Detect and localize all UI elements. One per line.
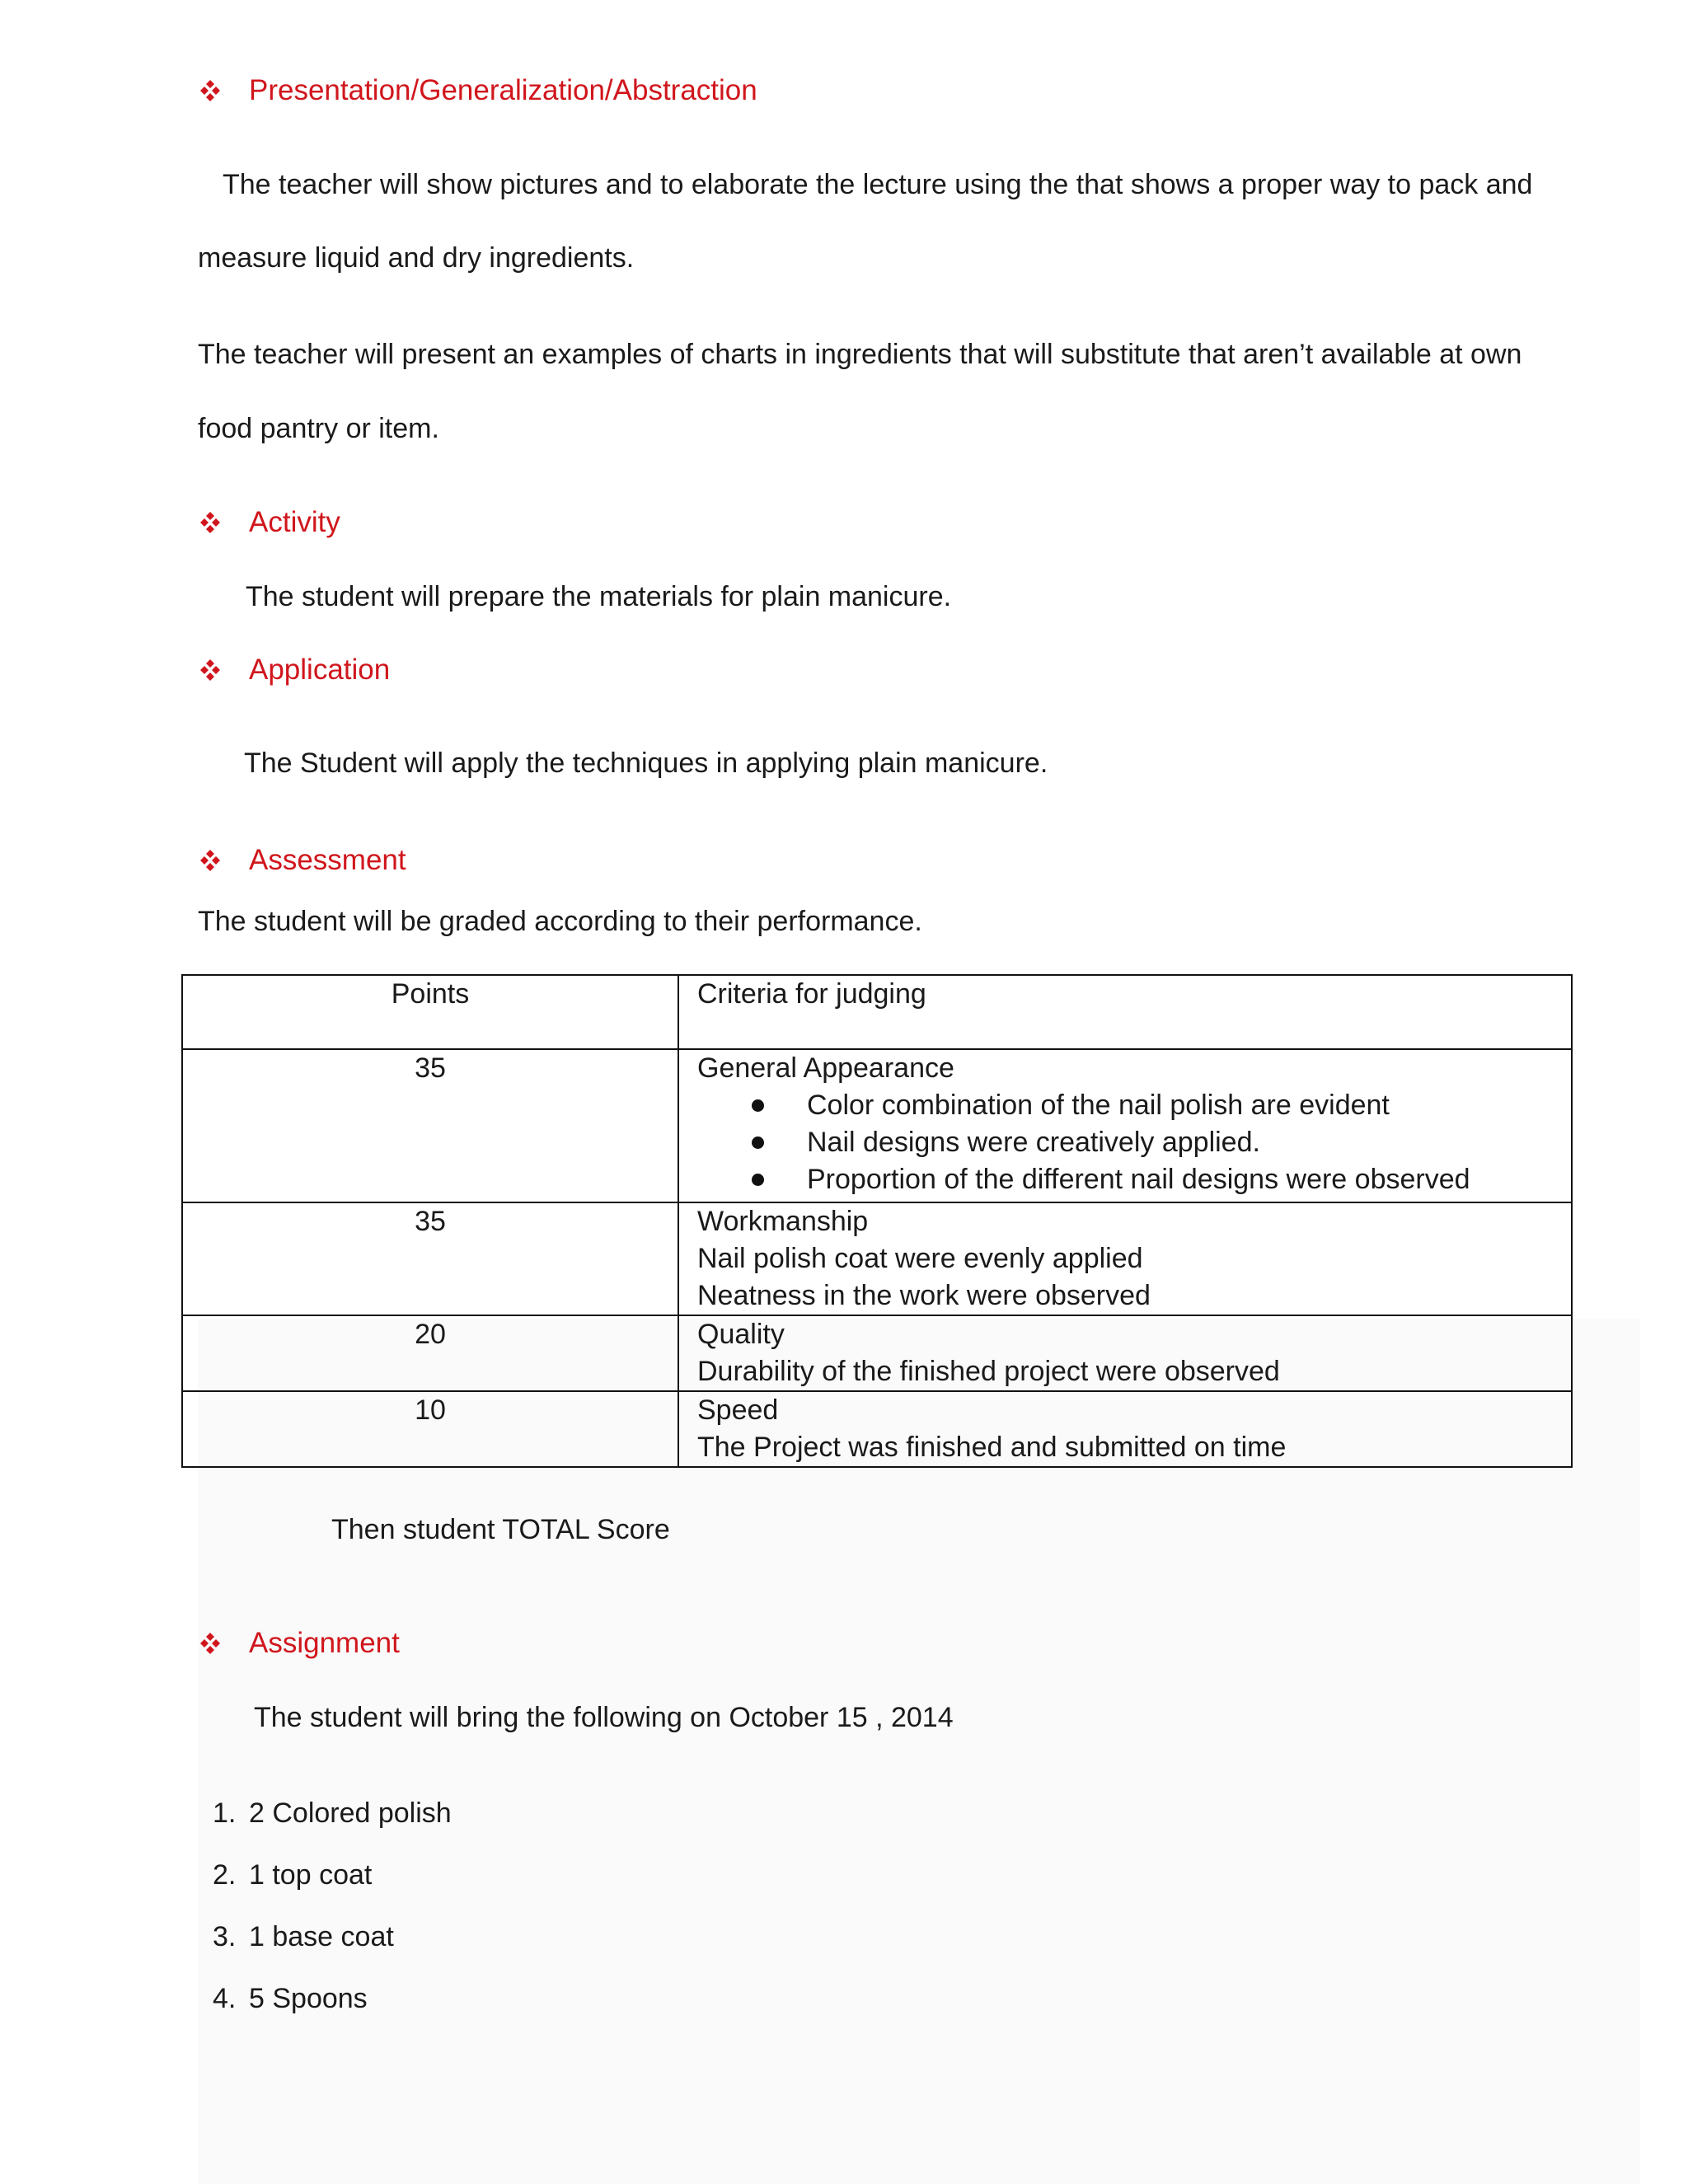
heading-label: Activity xyxy=(249,506,340,538)
assessment-intro: The student will be graded according to their performance. xyxy=(198,906,922,937)
criteria-bullet-text: Proportion of the different nail designs were observed xyxy=(807,1164,1470,1195)
diamond-bullet-icon xyxy=(198,78,223,103)
row-criteria xyxy=(678,1315,1572,1391)
criteria-title: General Appearance xyxy=(697,1052,954,1084)
list-item-text: 1 base coat xyxy=(249,1921,394,1952)
criteria-bullet xyxy=(697,1124,1571,1161)
table-row xyxy=(182,1049,1572,1202)
criteria-line: Nail polish coat were evenly applied xyxy=(697,1243,1143,1274)
criteria-title: Speed xyxy=(697,1394,779,1426)
heading-assignment xyxy=(198,1625,400,1661)
header-criteria: Criteria for judging xyxy=(678,975,1572,1049)
row-criteria xyxy=(678,1391,1572,1467)
criteria-line: The Project was finished and submitted on time xyxy=(697,1432,1287,1463)
application-text: The Student will apply the techniques in applying plain manicure. xyxy=(244,748,1048,779)
diamond-bullet-icon xyxy=(198,658,223,682)
heading-label: Application xyxy=(249,654,391,686)
presentation-paragraph-2-line-2: food pantry or item. xyxy=(198,413,439,444)
list-item xyxy=(213,1982,452,2044)
presentation-paragraph-1-line-1: The teacher will show pictures and to elaborate the lecture using the that shows a proper way to pack and xyxy=(223,169,1533,200)
table-header-row xyxy=(182,975,1572,1049)
row-criteria xyxy=(678,1049,1572,1202)
list-item xyxy=(213,1797,452,1858)
heading-label: Assessment xyxy=(249,844,406,876)
bullet-dot-icon xyxy=(752,1099,764,1112)
criteria-bullet-text: Color combination of the nail polish are evident xyxy=(807,1090,1390,1121)
criteria-bullet-text: Nail designs were creatively applied. xyxy=(807,1127,1260,1158)
bullet-dot-icon xyxy=(752,1174,764,1186)
list-item-text: 1 top coat xyxy=(249,1859,373,1891)
heading-presentation xyxy=(198,73,757,109)
diamond-bullet-icon xyxy=(198,510,223,535)
table-row xyxy=(182,1315,1572,1391)
header-points: Points xyxy=(182,975,678,1049)
row-points: 20 xyxy=(182,1315,678,1391)
assignment-intro: The student will bring the following on October 15 , 2014 xyxy=(254,1702,954,1733)
criteria-title: Quality xyxy=(697,1319,785,1350)
row-points: 35 xyxy=(182,1202,678,1315)
criteria-line: Neatness in the work were observed xyxy=(697,1280,1151,1311)
list-item-number: 1. xyxy=(213,1797,237,1829)
total-score-text: Then student TOTAL Score xyxy=(331,1514,670,1545)
diamond-bullet-icon xyxy=(198,1631,223,1656)
criteria-line: Durability of the finished project were observed xyxy=(697,1356,1280,1387)
rubric-table xyxy=(181,974,1573,1468)
presentation-paragraph-2-line-1: The teacher will present an examples of charts in ingredients that will substitute that aren’t available at own xyxy=(198,339,1522,370)
heading-label: Assignment xyxy=(249,1627,400,1659)
list-item xyxy=(213,1858,452,1920)
list-item-number: 4. xyxy=(213,1983,237,2014)
activity-text: The student will prepare the materials for plain manicure. xyxy=(246,581,952,612)
row-points: 10 xyxy=(182,1391,678,1467)
table-row xyxy=(182,1202,1572,1315)
list-item-text: 5 Spoons xyxy=(249,1983,368,2014)
diamond-bullet-icon xyxy=(198,848,223,873)
assignment-list xyxy=(213,1797,452,2044)
heading-activity xyxy=(198,504,340,541)
criteria-title: Workmanship xyxy=(697,1206,869,1237)
heading-application xyxy=(198,652,390,688)
bullet-dot-icon xyxy=(752,1137,764,1149)
list-item-text: 2 Colored polish xyxy=(249,1797,452,1829)
table-row xyxy=(182,1391,1572,1467)
presentation-paragraph-1-line-2: measure liquid and dry ingredients. xyxy=(198,242,635,274)
list-item xyxy=(213,1920,452,1982)
list-item-number: 3. xyxy=(213,1921,237,1952)
row-criteria xyxy=(678,1202,1572,1315)
heading-assessment xyxy=(198,842,406,879)
criteria-bullet xyxy=(697,1087,1571,1124)
list-item-number: 2. xyxy=(213,1859,237,1891)
criteria-bullet xyxy=(697,1161,1571,1198)
row-points: 35 xyxy=(182,1049,678,1202)
heading-label: Presentation/Generalization/Abstraction xyxy=(249,74,757,106)
